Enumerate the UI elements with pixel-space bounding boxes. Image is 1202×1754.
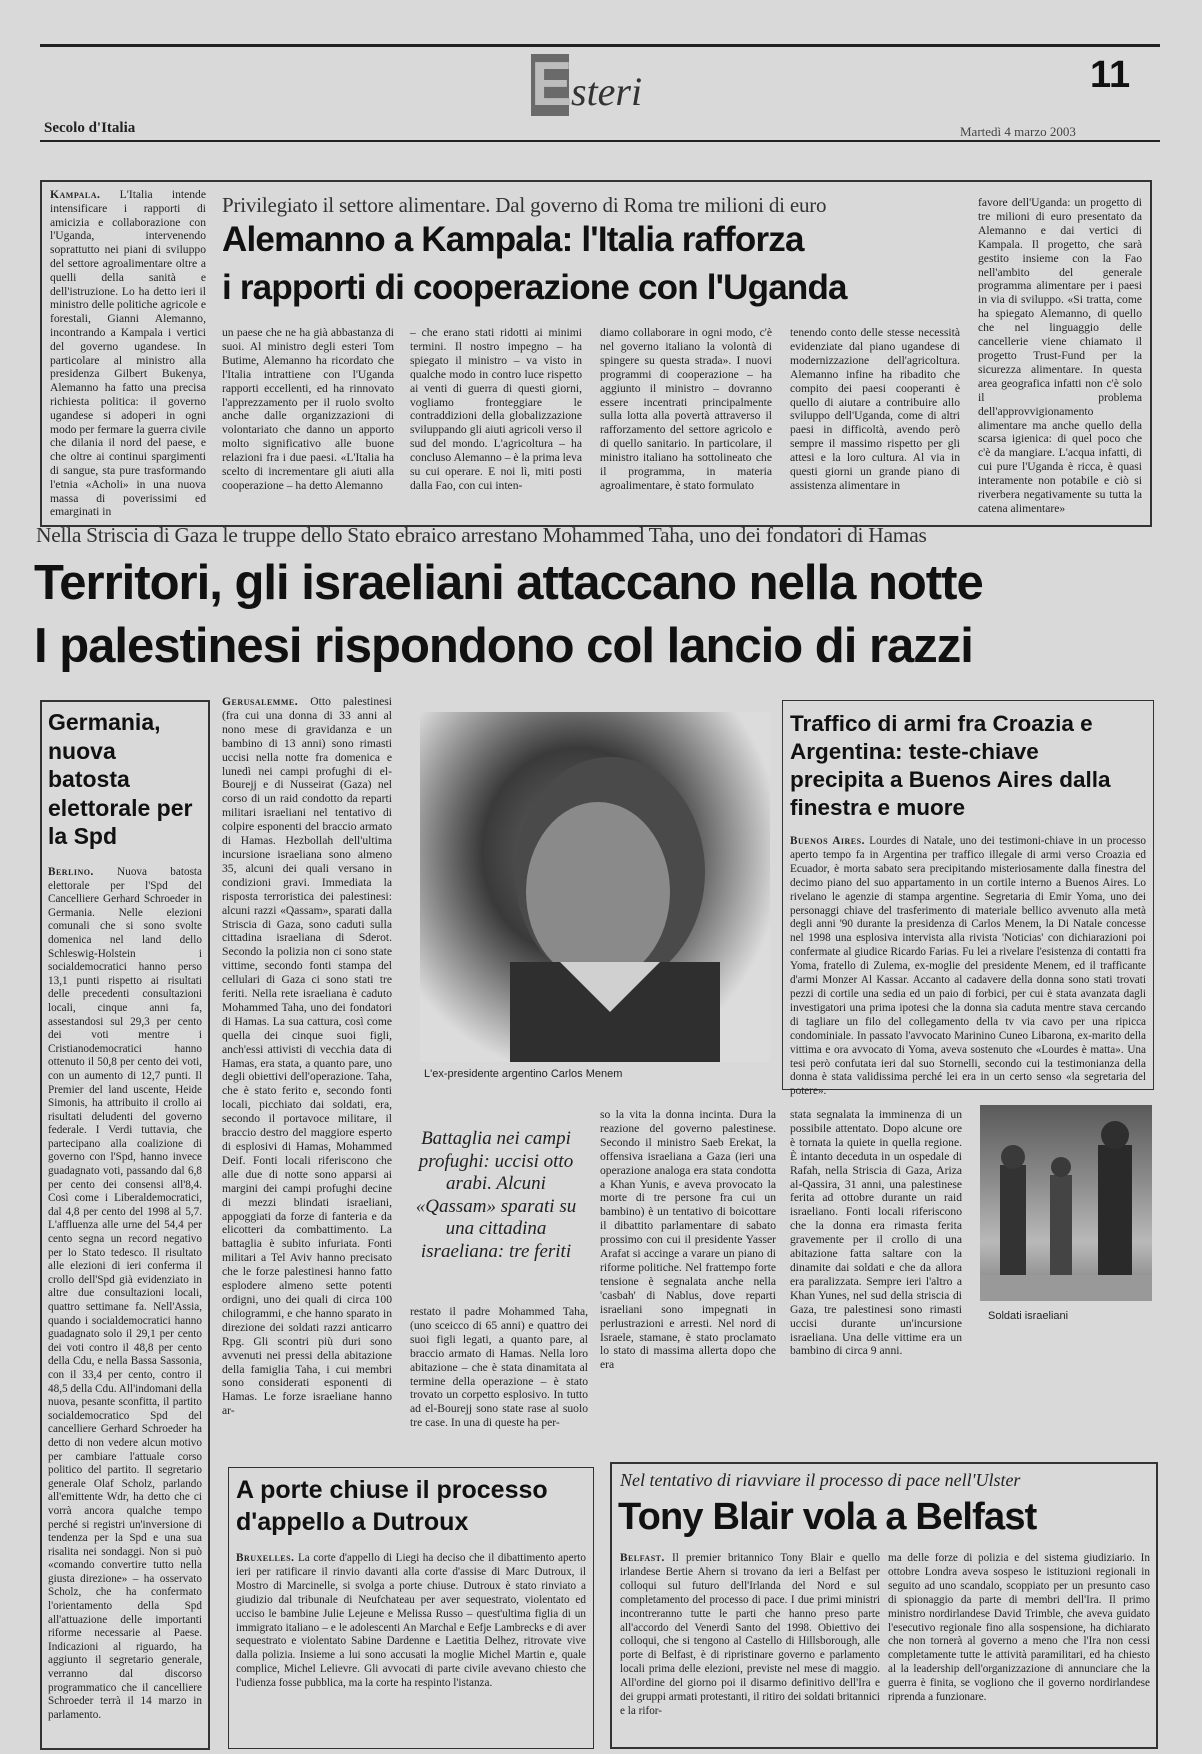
uganda-lead-text: L'Italia intende intensificare i rapporti di amicizia e collaborazione con l'Uganda, intervenendo soprattutto nei piani di sviluppo del settore agroalimentare oltre a quelli della sanità e dell'istruzione. Lo ha detto ieri il ministro delle politiche agricole e forestali, Gianni Alemanno, incontrando a Kampala i vertici del governo ugandese. In particolare al ministro alla presidenza Gilbert Bukenya, Alemanno ha fatto una precisa richiesta politica: il governo ugandese si adoperi in ogni modo per fermare la guerra civile che dilania il nord del paese, e che oltre ai continui spargimenti di sangue, sta pure trasformando l'etnia «Acholi» in una nuova massa di poverissimi ed emarginati in: [50, 188, 206, 519]
gaza-kicker: Nella Striscia di Gaza le truppe dello Stato ebraico arrestano Mohammed Taha, uno dei fondatori di Hamas: [36, 523, 927, 547]
masthead-rule: [40, 140, 1160, 142]
dutroux-text: [236, 1552, 586, 1744]
menem-photo: [420, 712, 770, 1062]
menem-caption: L'ex-presidente argentino Carlos Menem: [424, 1068, 623, 1080]
dutroux-dateline: Bruxelles.: [236, 1552, 295, 1564]
dutroux-headline: A porte chiuse il processo d'appello a Dutroux: [236, 1476, 548, 1536]
section-logo: [531, 50, 643, 119]
section-initial: E: [531, 50, 573, 119]
blair-kicker: Nel tentativo di riavviare il processo di pace nell'Ulster: [620, 1470, 1021, 1490]
gaza-pull-quote: Battaglia nei campi profughi: uccisi otto arabi. Alcuni «Qassam» sparati su una cittadina israeliana: tre feriti: [415, 1128, 577, 1262]
argentina-dateline: Buenos Aires.: [790, 835, 865, 847]
gaza-column-1-text: Otto palestinesi (fra cui una donna di 33 anni al nono mese di gravidanza e un bambino di 13 anni) sono rimasti uccisi nella notte fra domenica e lunedì nei campi profughi di el-Bourejj e di Nusseirat (Gaza) nel corso di un raid condotto da reparti militari israeliani nel tentativo di colpire esponenti del braccio armato di Hamas. Hezbollah dell'ultima incursione israeliana sono almeno 35, alcuni dei quali versano in condizioni gravi. Immediata la risposta terroristica dei palestinesi: alcuni razzi «Qassam», sparati dalla Striscia di Gaza, sono caduti sulla cittadina israeliana di Sderot. Secondo la polizia non ci sono state vittime, secondo fonti stampa del cellulari di Gaza ci sono stati tre feriti. Nella rete israeliana è caduto Mohammed Taha, uno dei fondatori di Hamas. La sua cattura, così come quella dei cinque suoi figli, anch'essi attivisti di vecchia data di Hamas, era stata, a quanto pare, uno degli obiettivi dell'operazione. Taha, che è stato ferito e, secondo fonti locali, picchiato dai soldati, era, secondo il portavoce militare, il braccio destro del maggiore esperto di esplosivi di Hamas, Mohammed Deif. Fonti locali riferiscono che alle due di notte sono apparsi ai margini dei campi profughi decine di mezzi blindati israeliani, appoggiati da forze di fanteria e da elicotteri da combattimento. La battaglia è subito infuriata. Fonti militari a Tel Aviv hanno precisato che le forze palestinesi hanno fatto esplodere almeno sette potenti ordigni, uno dei quali di circa 100 chilogrammi, e che hanno sparato in direzione dei soldati razzi anticarro Rpg. Gli scontri più duri sono avvenuti nei pressi della abitazione della famiglia Taha, i cui membri sono considerati esponenti di Hamas. Le forze israeliane hanno ar-: [222, 695, 392, 1418]
blair-column-1-text: Il premier britannico Tony Blair e quello irlandese Bertie Ahern si trovano da ieri a Belfast per colloqui sul futuro dell'Irlanda del Nord e sul completamento del processo di pace. I due primi ministri incontreranno tutte le parti che hanno preso parte all'accordo del Venerdì Santo del 1998. Obiettivo dei colloqui, che si tengono al Castello di Hillsborough, alle porte di Belfast, è di ripristinare governo e parlamento locali prima delle elezioni, previste nel mese di maggio. All'ordine del giorno poi il disarmo definitivo dell'Ira e dei gruppi armati protestanti, il ritiro dei soldati britannici e la rifor-: [620, 1552, 881, 1717]
uganda-headline-1: Alemanno a Kampala: l'Italia rafforza: [222, 220, 804, 259]
gaza-headline-1: Territori, gli israeliani attaccano nella notte: [34, 556, 983, 610]
dutroux-body: La corte d'appello di Liegi ha deciso che il dibattimento aperto ieri per ratificare il rinvio davanti alla corte d'assise di Marc Dutroux, il Mostro di Marcinelle, si svolga a porte chiuse. Dutroux è stato rinviato a giudizio dal tribunale di Neufchateau per aver sequestrato, violentato ed ucciso le bambine Julie Lejeune e Melissa Russo – quest'ultima figlia di un immigrato italiano – e le adolescenti An Marchal e Eefje Lambrecks e di aver sequestrato e violentato Sabine Dardenne e Laetitia Delhez, ritrovate vive dalla polizia. Insieme a lui sono accusati la moglie Michel Martin e, quale complice, Michel Lelievre. Gli avvocati di parte civile avevano chiesto che l'udienza fosse pubblica, ma la corte ha respinto l'istanza.: [236, 1552, 586, 1690]
page-number: 11: [1090, 54, 1131, 96]
gaza-column-3: so la vita la donna incinta. Dura la reazione del governo palestinese. Secondo il ministro Saeb Erekat, la offensiva israeliana a Gaza (ieri una operazione analoga era stata condotta a Khan Yunis, e aveva provocato la morte di tre persone fra cui un bambino) è un tentativo di boicottare il dibattito parlamentare di sabato prossimo con cui il presidente Yasser Arafat si accinge a varare un piano di riforme politiche. Nel frattempo forte tensione è segnalata anche nella 'casbah' di Nablus, dove reparti israeliani sono impegnati in perlustrazioni e arresti. Nel nord di Israele, stamane, è stato proclamato lo stato di massima allerta dopo che era: [600, 1108, 776, 1372]
gaza-dateline: Gerusalemme.: [222, 695, 299, 708]
uganda-column-3: – che erano stati ridotti ai minimi termini. Il nostro impegno – ha spiegato il ministro – va visto in qualche modo in contro luce rispetto ai venti di guerra di questi giorni, vogliamo fronteggiare le contraddizioni della globalizzazione sviluppando gli aiuti agricoli verso il sud del mondo. L'agricoltura – ha concluso Alemanno – è la prima leva su cui operare. E noi lì, miti posti dalla Fao, con cui inten-: [410, 326, 582, 492]
germany-body: Nuova batosta elettorale per l'Spd del Cancelliere Gerhard Schroeder in Germania. Nelle elezioni comunali che si sono svolte domenica nel land dello Schleswig-Holstein i socialdemocratici hanno perso 13,1 punti rispetto ai risultati delle precedenti consultazioni locali, cinque anni fa, assestandosi sul 29,3 per cento dei voti mentre i Cristianodemocratici hanno ottenuto il 50,8 per cento dei voti, con un aumento di 12,7 punti. Il Premier del land uscente, Heide Simonis, ha attribuito il crollo ai risultati deludenti del governo federale. I Verdi tuttavia, che partecipano alla coalizione di governo con l'Spd, hanno invece guadagnato voti, passando dal 6,8 per cento dei consensi all'8,4. Così come i Liberaldemocratici, dal 4,8 per cento del 1998 al 5,7. L'affluenza alle urne del 54,4 per cento segna un record negativo per lo Stato tedesco. Il risultato alle elezioni di ieri conferma il crollo dell'Spd già evidenziato in altre due consultazioni locali, quattro settimane fa. Nell'Assia, quando i socialdemocratici hanno guadagnato solo il 29,1 per cento dei voti contro il 48,8 per cento della Cdu, e nella Bassa Sassonia, con il 33,4 per cento, contro il 48,5 della Cdu. All'indomani della nuova, pesante sconfitta, il partito socialdemocratico Spd del cancelliere Gerhard Schroeder ha detto di non vedere alcun motivo per cambiare l'attuale corso politico del partito. Il segretario generale Olaf Scholz, parlando all'emittente Wdr, ha detto che ci vorrà ancora qualche tempo perché si registri un'inversione di tendenza per la Spd e una sua risalita nei sondaggi. Non si può «comando convertire tutto nella giusta direzione» – ha osservato Scholz, che ha confermato l'orientamento della Spd all'attuazione delle importanti riforme necessarie al Paese. Indicazioni al riguardo, ha aggiunto il segretario generale, verranno dal discorso programmatico che il cancelliere Schroeder terrà il 14 marzo in parlamento.: [48, 866, 202, 1721]
issue-date: Martedì 4 marzo 2003: [960, 124, 1076, 139]
uganda-headline-2: i rapporti di cooperazione con l'Uganda: [222, 268, 847, 307]
soldiers-caption: Soldati israeliani: [988, 1310, 1069, 1322]
menem-portrait-illustration: [420, 712, 770, 1062]
blair-column-2: ma delle forze di polizia e del sistema giudiziario. In ottobre Londra aveva sospeso le istituzioni regionali in seguito ad uno scandalo, scoppiato per un presunto caso di spionaggio da parte di membri dell'Ira. Il primo ministro nordirlandese David Trimble, che aveva guidato l'esecutivo regionale fino alla sospensione, ha dichiarato che non tornerà al governo a meno che l'Ira non cessi completamente tutte le attività paramilitari, ed ha chiesto al la leadership dell'organizzazione di annunciare che la guerra è finita, se vogliono che il governo nordirlandese riprenda a funzionare.: [888, 1552, 1150, 1704]
argentina-body: Lourdes di Natale, uno dei testimoni-chiave in un processo aperto tempo fa in Argentina per traffico illegale di armi verso Croazia ed Ecuador, è morta sabato sera precipitando misteriosamente dalla finestra del decimo piano del suo appartamento in un cortile interno a Buenos Aires. Lo rivelano le agenzie di stampa argentine. Segretaria di Emir Yoma, uno dei personaggi chiave del trasferimento di materiale bellico avvenuto alla metà degli anni '90 durante la presidenza di Carlos Menem, la Di Natale concesse nel 1998 una esplosiva intervista alla rivista 'Noticias' con dichiarazioni poi confermate al giudice Ricardo Farias. Fu lei a rivelare l'esistenza di contatti fra Yoma, fratello di Zulema, ex-moglie del presidente Menem, ed il trafficante d'armi Monzer Al Kassar. Accanto al cadavere della donna sono stati trovati pezzi di cortile una sedia ed un paio di forbici, per cui è stata avanzata dagli investigatori una prima ipotesi che la donna sia caduta mentre stava cercando di tagliare un filo del collegamento della tv via cavo per una ripicca condominiale. In passato l'avvocato Marinino Cuneo Libarona, ex-marito della vittima e ora avvocato di Yoma, aveva sostenuto che «Lourdes è matta». Una tesi però confutata ieri dal suo Stornelli, secondo cui la testimonianza della donna è stata validissima perché lei era in un certo senso «la segretaria del potere».: [790, 835, 1146, 1098]
blair-column-1: [620, 1552, 880, 1744]
gaza-headline-2: I palestinesi rispondono col lancio di razzi: [34, 619, 973, 673]
uganda-kicker: Privilegiato il settore alimentare. Dal governo di Roma tre milioni di euro: [222, 193, 827, 217]
gaza-column-4: stata segnalata la imminenza di un possibile attentato. Dopo alcune ore è tornata la quiete in quella regione. È intanto deceduta in un ospedale di Rafah, nella Striscia di Gaza, Ariza al-Qassira, 31 anni, una palestinese ferita ad ottobre durante un raid israeliano. Fonti locali riferiscono che la donna era rimasta ferita gravemente per il crollo di una abitazione fatta saltare con la dinamite dai soldati e che da allora era paralizzata. Sempre ieri l'altro a Khan Yunes, nel sud della striscia di Gaza, tre palestinesi sono rimasti uccisi durante un'incursione israeliana. Una delle vittime era un bambino di circa 9 anni.: [790, 1108, 962, 1358]
germany-headline: Germania, nuova batosta elettorale per la Spd: [48, 709, 193, 849]
top-rule: [40, 44, 1160, 47]
blair-headline: Tony Blair vola a Belfast: [618, 1496, 1037, 1538]
uganda-column-2: un paese che ne ha già abbastanza di suoi. Al ministro degli esteri Tom Butime, Alemanno ha ricordato che l'Italia intrattiene con l'Uganda rapporti eccellenti, ed ha rinnovato l'apprezzamento per il ruolo svolto anche dalle organizzazioni di volontariato che danno un apporto molto significativo alle buone relazioni fra i due paesi. «L'Italia ha scelto di incrementare gli aiuti alla cooperazione – ha detto Alemanno: [222, 326, 394, 492]
paper-name: Secolo d'Italia: [44, 120, 136, 136]
soldiers-photo: [980, 1105, 1152, 1301]
soldiers-illustration: [980, 1105, 1152, 1301]
blair-dateline: Belfast.: [620, 1552, 665, 1564]
uganda-column-5: tenendo conto delle stesse necessità evidenziate dal piano ugandese di modernizzazione dell'agricoltura. Alemanno infine ha ribadito che compito dei paesi cooperanti è quello di aiutare a contribuire allo sviluppo dell'Uganda, come di altri paesi in difficoltà, avendo però sempre il massimo rispetto per gli attesi e la loro cultura. Al via in questi giorni un grande piano di assistenza alimentare in: [790, 326, 960, 492]
germany-text: [48, 866, 202, 1744]
uganda-column-4: diamo collaborare in ogni modo, c'è nel governo italiano la volontà di spingere su questa strada». I nuovi programmi di cooperazione – ha aggiunto il ministro – dovranno essere incentrati principalmente sulla lotta alla povertà attraverso il rafforzamento del settore agricolo e di quello sanitario. In particolare, il ministro italiano ha sottolineato che il programma, in materia agroalimentare, è stato formulato: [600, 326, 772, 492]
section-title: steri: [571, 69, 643, 114]
argentina-text: [790, 835, 1146, 1098]
germany-dateline: Berlino.: [48, 866, 94, 878]
uganda-lead: [50, 188, 206, 522]
argentina-headline: Traffico di armi fra Croazia e Argentina: teste-chiave precipita a Buenos Aires dalla finestra e muore: [790, 711, 1111, 820]
gaza-column-2: restato il padre Mohammed Taha, (uno sceicco di 65 anni) e quattro dei suoi figli legati, a quanto pare, al braccio armato di Hamas. Nella loro abitazione – che è stata dinamitata al termine della operazione – è stato trovato un corpetto esplosivo. In tutto ad el-Bourejj sono state rase al suolo tre case. In una di queste ha per-: [410, 1305, 588, 1430]
gaza-column-1: [222, 695, 392, 1595]
uganda-dateline: Kampala.: [50, 188, 101, 201]
uganda-column-6: favore dell'Uganda: un progetto di tre milioni di euro presentato da Alemanno e dai vertici di Kampala. Il progetto, che sarà gestito insieme con la Fao nell'ambito del generale programma alimentare per i paesi in via di sviluppo. «Si tratta, come ha spiegato Alemanno, di quello che nel linguaggio delle cancellerie viene chiamato il progetto Trust-Fund per la sicurezza alimentare. In questa area geografica infatti non c'è solo il problema dell'approvvigionamento alimentare ma anche quello della scarsa igienica: di quel poco che c'è da mangiare. L'acqua infatti, di cui pure l'Uganda è ricca, è quasi interamente non potabile e ciò si riverbera negativamente su tutta la catena alimentare»: [978, 196, 1142, 515]
